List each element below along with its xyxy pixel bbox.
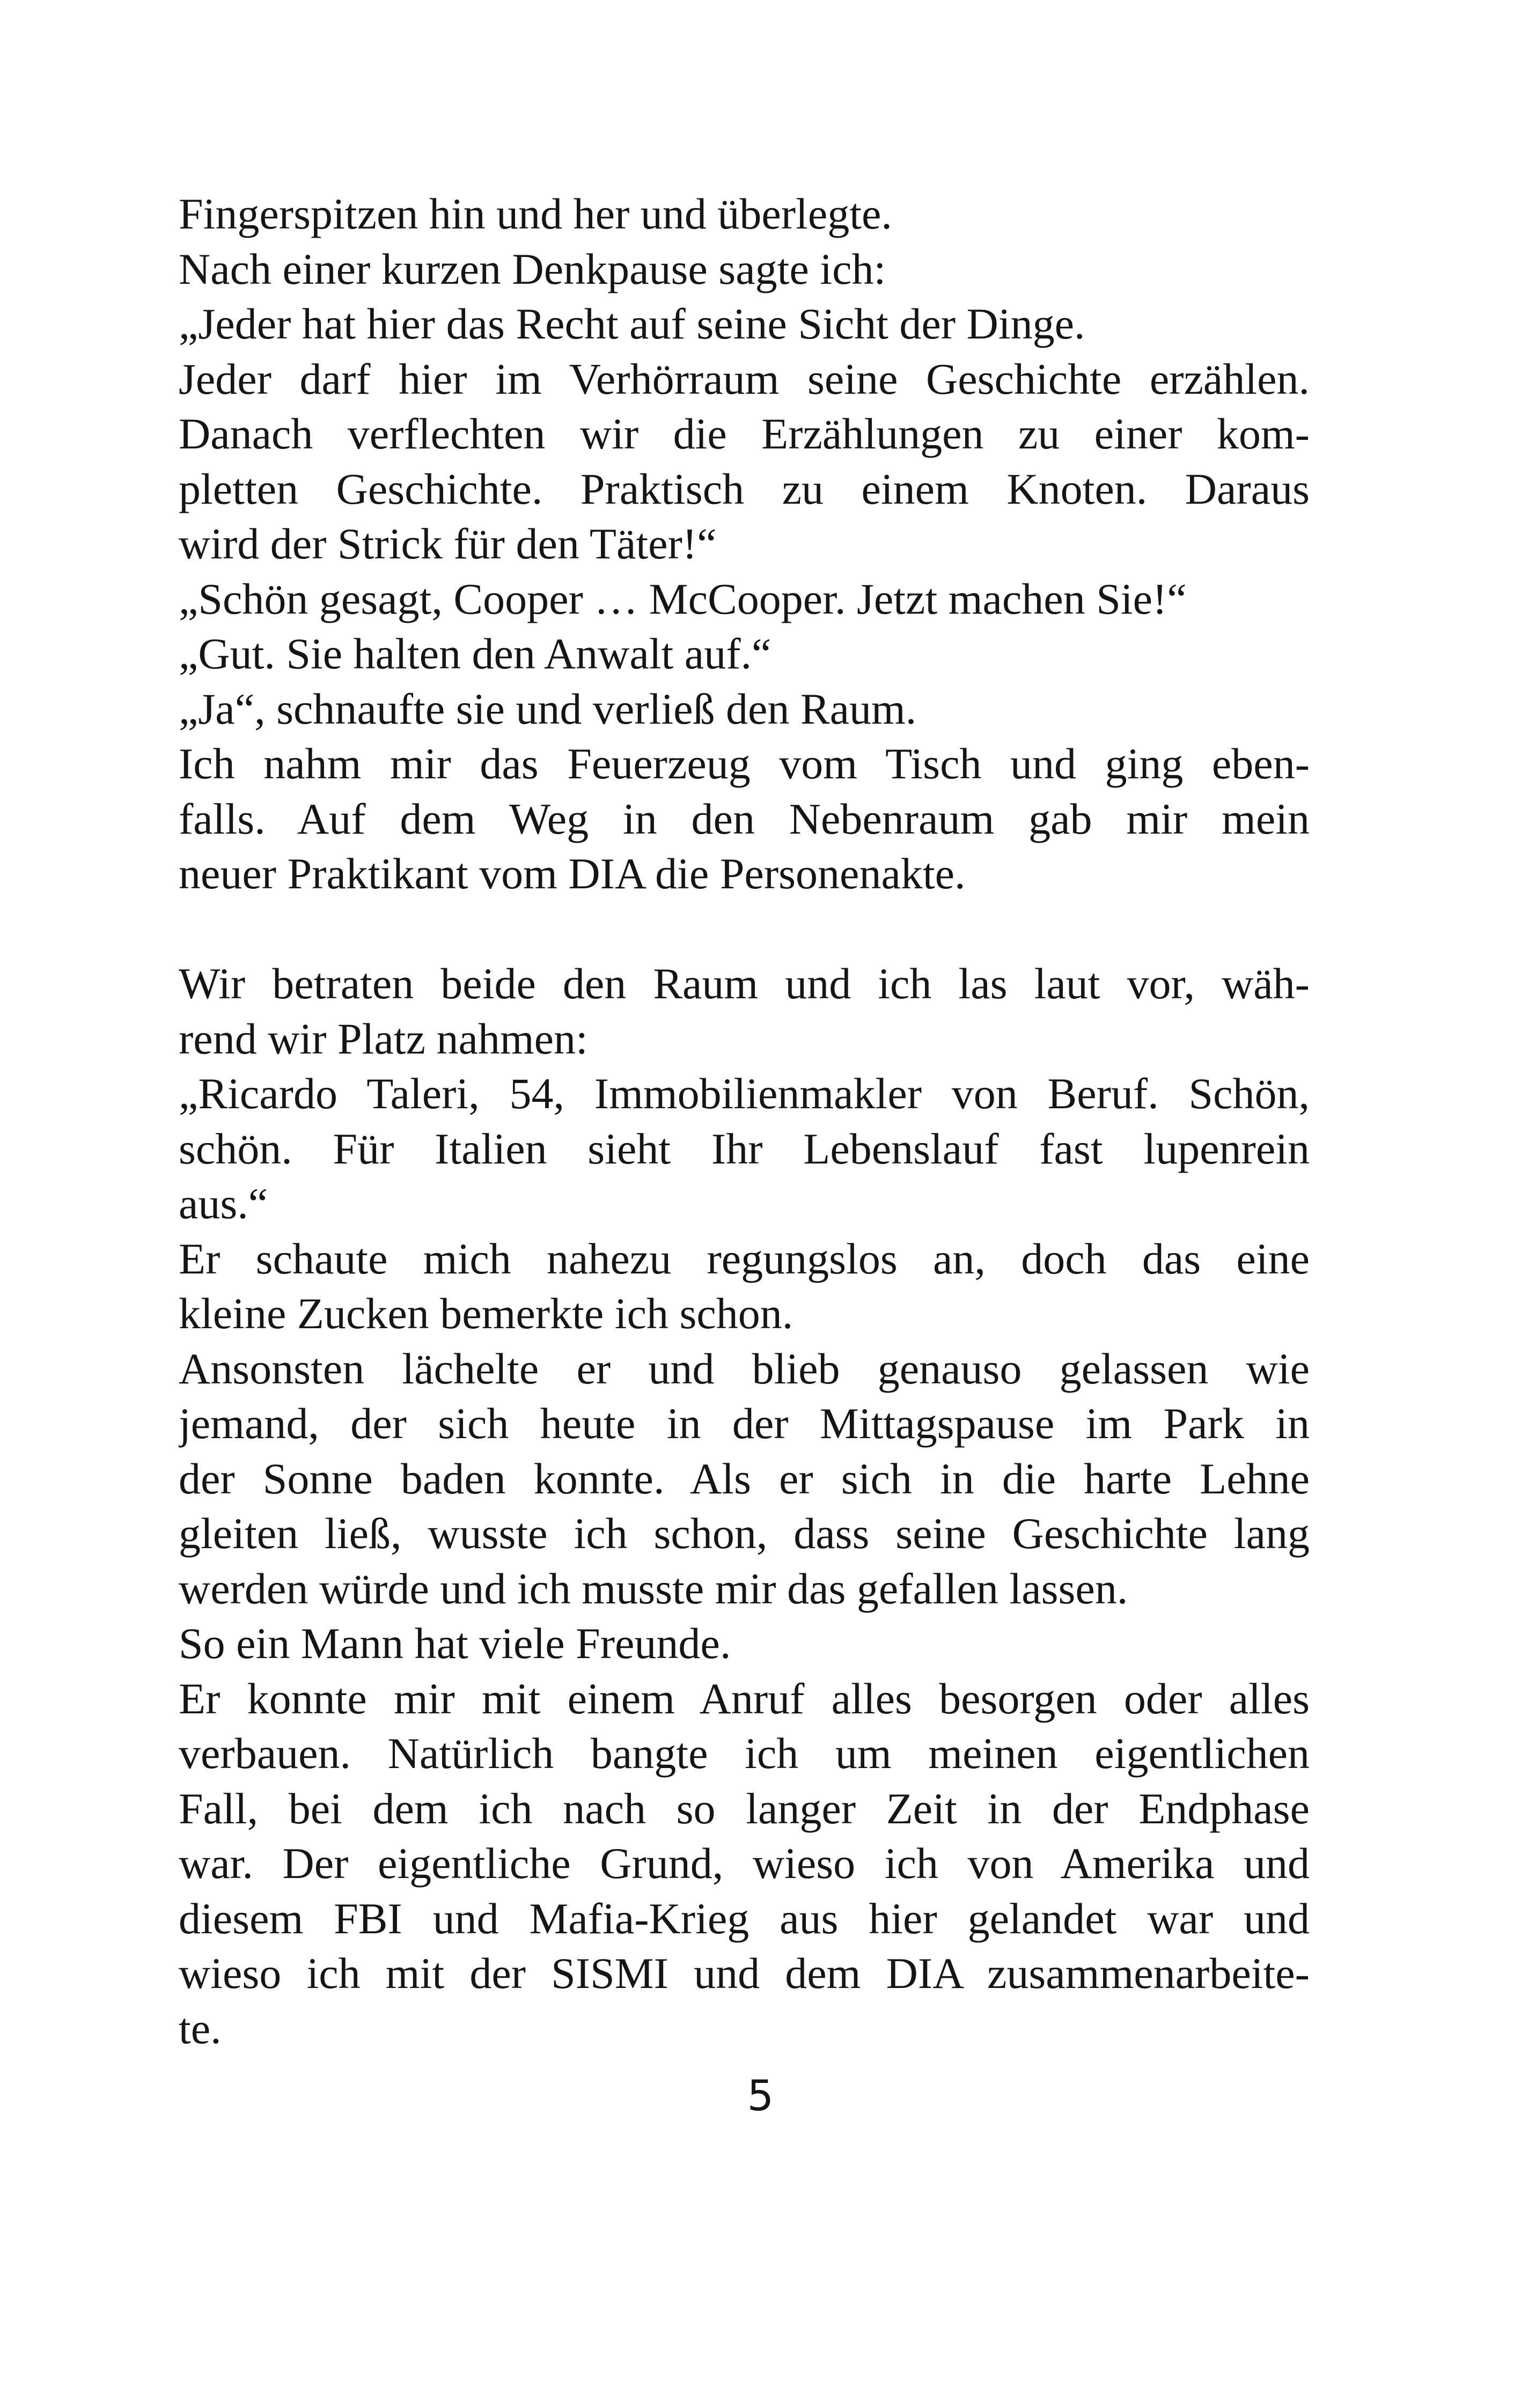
text-line: jemand, der sich heute in der Mittagspause im Park in <box>179 1399 1310 1448</box>
text-line: Ich nahm mir das Feuerzeug vom Tisch und ging eben- <box>179 739 1310 788</box>
text-line: Nach einer kurzen Denkpause sagte ich: <box>179 244 886 293</box>
text-line: diesem FBI und Mafia-Krieg aus hier gelandet war und <box>179 1894 1310 1943</box>
text-line: Fall, bei dem ich nach so langer Zeit in der Endphase <box>179 1784 1310 1833</box>
body-text <box>179 187 1310 2056</box>
text-line: So ein Mann hat viele Freunde. <box>179 1619 731 1668</box>
text-line: verbauen. Natürlich bangte ich um meinen eigentlichen <box>179 1729 1310 1778</box>
text-line: war. Der eigentliche Grund, wieso ich von Amerika und <box>179 1839 1310 1888</box>
text-line: Wir betraten beide den Raum und ich las laut vor, wäh- <box>179 959 1310 1008</box>
text-line: Er konnte mir mit einem Anruf alles besorgen oder alles <box>179 1674 1310 1723</box>
text-line: Er schaute mich nahezu regungslos an, doch das eine <box>179 1234 1310 1283</box>
text-line: „Jeder hat hier das Recht auf seine Sicht der Dinge. <box>179 299 1085 348</box>
text-line: „Schön gesagt, Cooper … McCooper. Jetzt machen Sie!“ <box>179 574 1187 623</box>
paragraph-break <box>179 902 1310 957</box>
text-line: pletten Geschichte. Praktisch zu einem Knoten. Daraus <box>179 464 1310 513</box>
text-line: „Ricardo Taleri, 54, Immobilienmakler von Beruf. Schön, <box>179 1069 1310 1118</box>
text-line: falls. Auf dem Weg in den Nebenraum gab mir mein <box>179 794 1310 843</box>
text-line: gleiten ließ, wusste ich schon, dass seine Geschichte lang <box>179 1509 1310 1558</box>
text-line: aus.“ <box>179 1179 268 1228</box>
text-line: Danach verflechten wir die Erzählungen zu einer kom- <box>179 409 1310 458</box>
text-line: Jeder darf hier im Verhörraum seine Geschichte erzählen. <box>179 354 1310 403</box>
text-line: neuer Praktikant vom DIA die Personenakte. <box>179 849 966 898</box>
text-line: der Sonne baden konnte. Als er sich in die harte Lehne <box>179 1454 1310 1503</box>
text-line: kleine Zucken bemerkte ich schon. <box>179 1289 793 1338</box>
text-line: rend wir Platz nahmen: <box>179 1014 588 1063</box>
page-number: 5 <box>747 2072 774 2120</box>
text-line: te. <box>179 2004 222 2053</box>
text-line: „Gut. Sie halten den Anwalt auf.“ <box>179 629 771 678</box>
text-line: werden würde und ich musste mir das gefallen lassen. <box>179 1564 1128 1613</box>
text-line: Fingerspitzen hin und her und überlegte. <box>179 189 892 238</box>
text-line: wird der Strick für den Täter!“ <box>179 519 717 568</box>
text-line: „Ja“, schnaufte sie und verließ den Raum. <box>179 684 917 733</box>
text-line: wieso ich mit der SISMI und dem DIA zusammenarbeite- <box>179 1949 1310 1998</box>
text-line: Ansonsten lächelte er und blieb genauso gelassen wie <box>179 1344 1310 1393</box>
text-line: schön. Für Italien sieht Ihr Lebenslauf fast lupenrein <box>179 1124 1310 1173</box>
